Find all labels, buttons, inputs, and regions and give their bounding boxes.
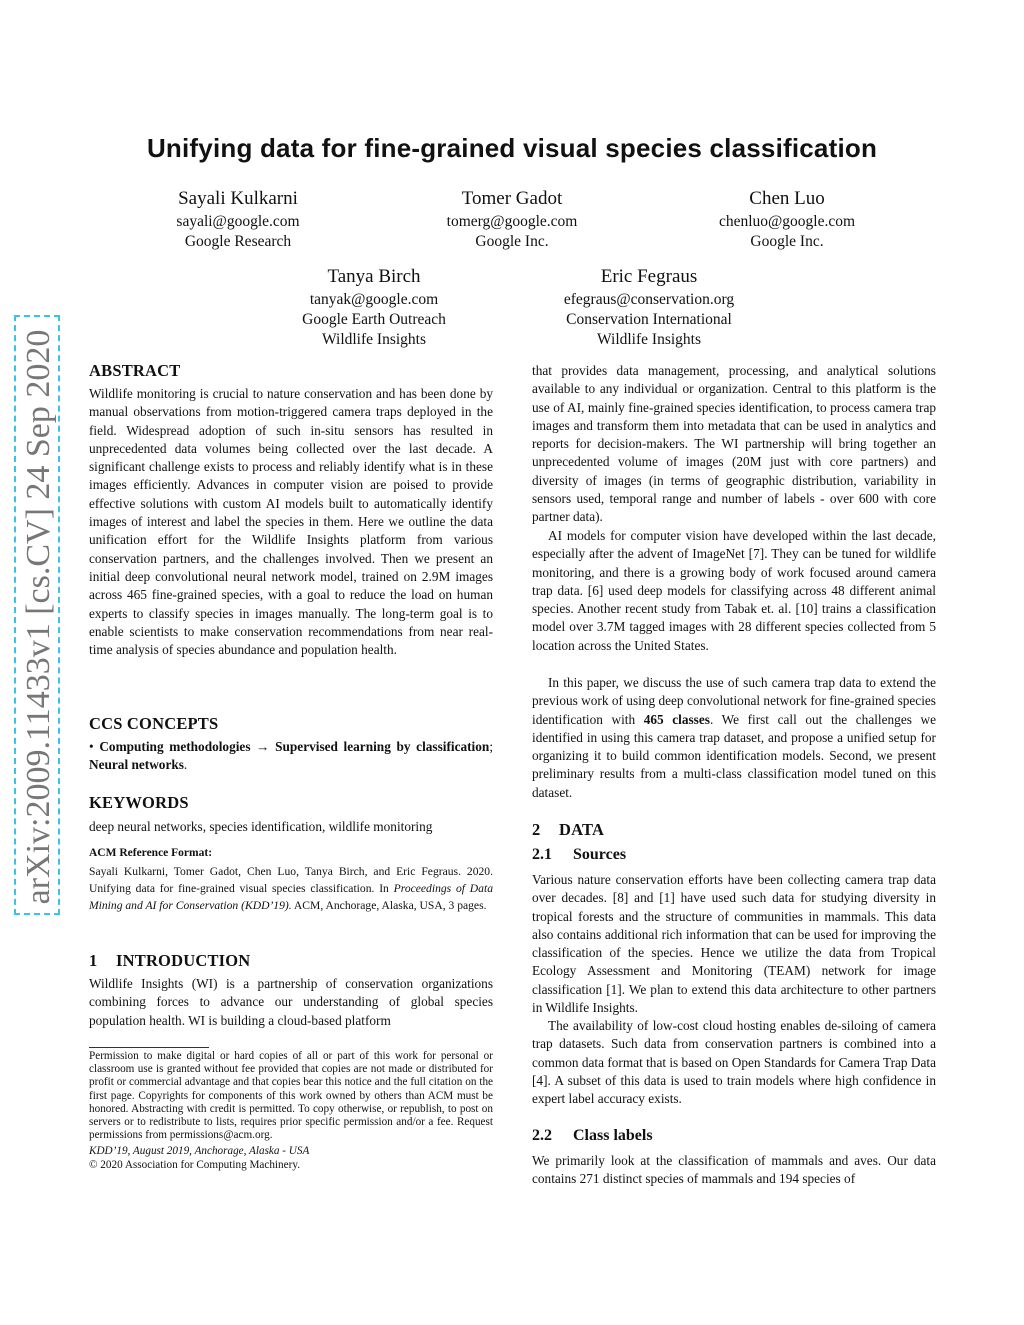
paper-title: Unifying data for fine-grained visual species classification — [146, 133, 878, 163]
author-block — [88, 186, 388, 252]
acm-ref-text: Sayali Kulkarni, Tomer Gadot, Chen Luo, Tanya Birch, and Eric Fegraus. 2020. Unifying data for fine-grained visual species classification. In Proceedings of Data Mining and AI for Conservation (KDD’19). ACM, Anchorage, Alaska, USA, 3 pages. — [89, 865, 493, 912]
intro-paragraph-continued: that provides data management, processing, and analytical solutions available to any individual or organization. Central to this platform is the use of AI, mainly fine-grained species identification, to process camera trap images and transform them into metadata that can be used in analytics and reports for decision-makers. The WI partnership will bring together an unprecedented volume of images (20M just with core partners) and diversity of images (in terms of geographic distribution, variability in sensors used, temporal range and number of labels - over 600 with core partner data). — [532, 363, 936, 525]
abstract-text: Wildlife monitoring is crucial to nature conservation and has been done by manual observations from motion-triggered camera traps deployed in the field. Widespread adoption of such in-situ sensors has resulted in unprecedented data volumes being collected over the last decade. A significant challenge exists to process and reliably identify what is in these images efficiently. Advances in computer vision are poised to provide effective solutions with custom AI models built to automatically identify images of interest and label the species in them. Here we outline the data unification effort for the Wildlife Insights platform from various conservation partners, and the challenges involved. Then we present an initial deep convolutional neural network model, trained on 2.9M images across 465 fine-grained species, with a goal to reduce the load on human experts to classify species in images manually. The long-term goal is to enable scientists to make conservation recommendations from near real-time analysis of species abundance and population health. — [89, 386, 493, 658]
author-block — [637, 186, 937, 252]
footnote-rule — [89, 1047, 209, 1048]
author-email: tomerg@google.com — [446, 213, 578, 230]
author-name: Eric Fegraus — [600, 266, 698, 287]
class-labels-paragraph: We primarily look at the classification of mammals and aves. Our data contains 271 distinct species of mammals and 194 species of — [532, 1153, 936, 1187]
author-email: tanyak@google.com — [309, 291, 439, 308]
sources-subsection-heading: 2.1 Sources — [532, 846, 627, 863]
class-labels-subsection-heading: 2.2 Class labels — [532, 1127, 653, 1144]
data-section-heading: 2 DATA — [532, 820, 605, 839]
arxiv-stamp: arXiv:2009.11433v1 [cs.CV] 24 Sep 2020 — [20, 329, 57, 905]
author-name: Tomer Gadot — [461, 188, 563, 209]
ccs-heading: CCS CONCEPTS — [89, 714, 219, 733]
sources-paragraph-2: The availability of low-cost cloud hosting enables de-siloing of camera trap datasets. Such data from conservation partners is combined into a common data format that is based on Open Standards for Camera Trap Data [4]. A subset of this data is used to train models where high confidence in expert label accuracy exists. — [532, 1018, 936, 1107]
author-affiliation: Google Research — [184, 233, 292, 250]
acm-ref-heading: ACM Reference Format: — [89, 847, 213, 859]
copyright-line: © 2020 Association for Computing Machinery. — [89, 1159, 300, 1171]
ccs-concepts: • Computing methodologies → Supervised learning by classification; Neural networks. — [89, 739, 494, 773]
intro-paragraph-2: AI models for computer vision have developed within the last decade, especially after the advent of ImageNet [7]. They can be tuned for wildlife monitoring, and there is a growing body of work focused around camera trap data. [6] used deep models for classifying across 48 different animal species. Another recent study from Tabak et. al. [10] trains a classification model over 3.7M tagged images with 28 different species collected from 5 location across the United States. — [532, 528, 936, 653]
sources-paragraph: Various nature conservation efforts have been collecting camera trap data over decades. [8] and [1] have used such data for studying diversity in tropical forests and the structure of communities in mammals. This data also contains additional rich information that can be used for improving the classification of the species. Hence we utilize the data from Tropical Ecology Assessment and Monitoring (TEAM) network for image classification [1]. We plan to extend this data architecture to other partners in Wildlife Insights. — [532, 872, 936, 1016]
intro-paragraph-3: In this paper, we discuss the use of such camera trap data to extend the previous work of using deep convolutional network for fine-grained species identification with 465 classes. We first call out the challenges we identified in using this camera trap dataset, and propose a unified setup for organizing it to build common identification models. Second, we present preliminary results from a multi-class classification model tuned on this dataset. — [532, 675, 936, 800]
keywords-heading: KEYWORDS — [89, 793, 189, 812]
venue-line: KDD’19, August 2019, Anchorage, Alaska - USA — [89, 1145, 310, 1157]
keywords-text: deep neural networks, species identification, wildlife monitoring — [89, 819, 433, 834]
intro-heading: 1 INTRODUCTION — [89, 951, 251, 970]
author-name: Tanya Birch — [327, 266, 421, 287]
author-email: chenluo@google.com — [718, 213, 856, 230]
author-affiliation: Conservation International — [566, 311, 732, 328]
author-affiliation: Google Inc. — [750, 233, 824, 250]
intro-paragraph: Wildlife Insights (WI) is a partnership of conservation organizations combining forces to advance our understanding of global species population health. WI is building a cloud-based platform — [89, 976, 493, 1028]
author-affiliation: Google Earth Outreach — [302, 311, 446, 328]
author-block — [224, 264, 524, 350]
author-affiliation: Wildlife Insights — [322, 331, 426, 348]
author-block — [499, 264, 799, 350]
permission-notice: Permission to make digital or hard copies of all or part of this work for personal or classroom use is granted without fee provided that copies are not made or distributed for profit or commercial advantage and that copies bear this notice and the full citation on the first page. Copyrights for components of this work owned by others than ACM must be honored. Abstracting with credit is permitted. To copy otherwise, or republish, to post on servers or to redistribute to lists, requires prior specific permission and/or a fee. Request permissions from permissions@acm.org. — [89, 1050, 493, 1142]
author-email: efegraus@conservation.org — [563, 291, 735, 308]
author-affiliation: Google Inc. — [475, 233, 549, 250]
author-name: Sayali Kulkarni — [178, 188, 298, 209]
arxiv-stamp-frame — [14, 315, 60, 915]
abstract-heading: ABSTRACT — [89, 361, 181, 380]
author-block — [362, 186, 662, 252]
author-name: Chen Luo — [749, 188, 825, 209]
author-affiliation: Wildlife Insights — [597, 331, 701, 348]
author-email: sayali@google.com — [176, 213, 300, 230]
